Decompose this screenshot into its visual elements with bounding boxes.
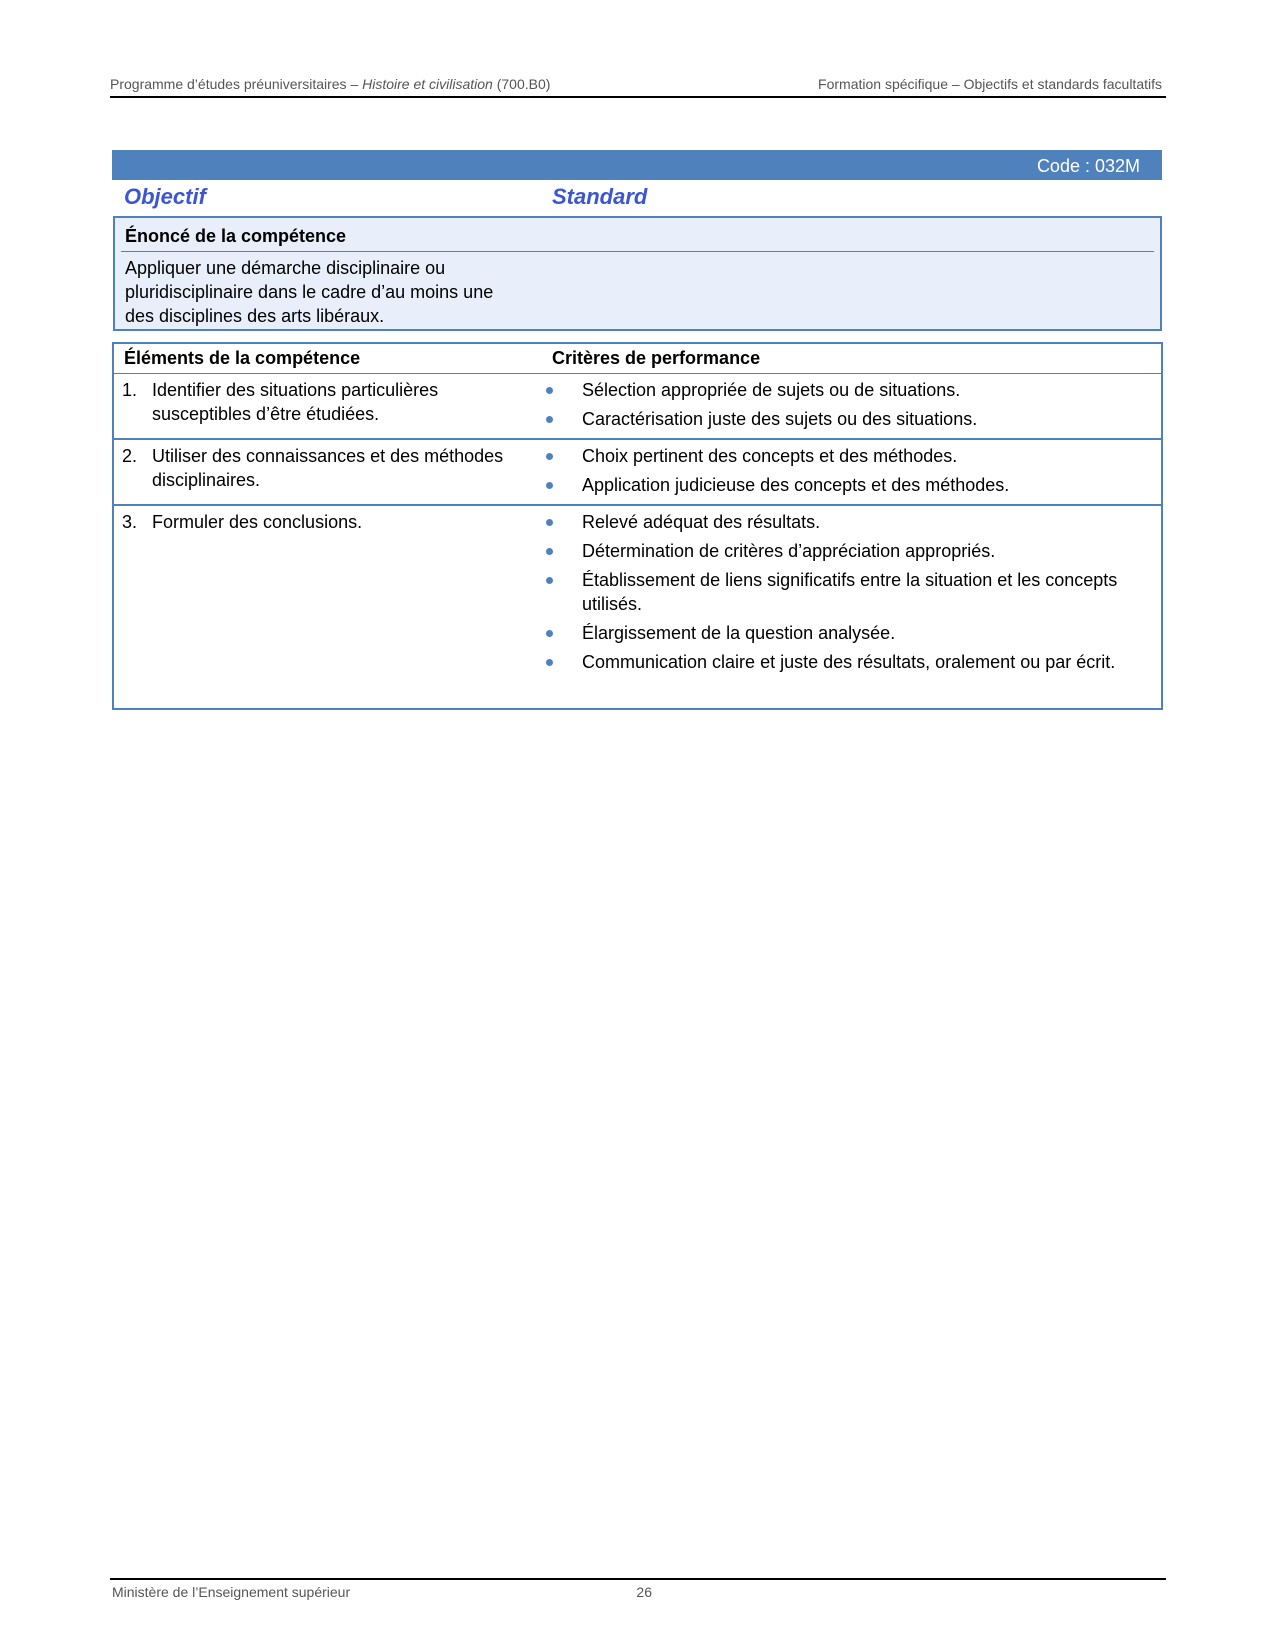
criterion-item bbox=[544, 621, 1153, 645]
criterion-text: Caractérisation juste des sujets ou des situations. bbox=[582, 409, 978, 429]
elements-header: Éléments de la compétence bbox=[124, 348, 361, 368]
bullet-icon bbox=[544, 510, 582, 534]
bullet-icon bbox=[544, 378, 582, 402]
criterion-item bbox=[544, 510, 1153, 534]
element-text: Formuler des conclusions. bbox=[152, 512, 363, 532]
criterion-text: Relevé adéquat des résultats. bbox=[582, 512, 821, 532]
criterion-text: Sélection appropriée de sujets ou de situations. bbox=[582, 380, 961, 400]
element-cell bbox=[114, 506, 544, 708]
element-number: 1. bbox=[122, 380, 138, 400]
bullet-icon bbox=[544, 539, 582, 563]
criterion-item bbox=[544, 378, 1153, 402]
competence-statement bbox=[113, 216, 1162, 331]
element-cell bbox=[114, 440, 544, 504]
table-row bbox=[114, 374, 1161, 440]
criterion-item bbox=[544, 444, 1153, 468]
criterion-item bbox=[544, 473, 1153, 497]
bullet-icon bbox=[544, 473, 582, 497]
bullet-icon bbox=[544, 444, 582, 468]
criterion-text: Détermination de critères d’appréciation appropriés. bbox=[582, 541, 996, 561]
statement-title: Énoncé de la compétence bbox=[125, 226, 347, 246]
criterion-text: Élargissement de la question analysée. bbox=[582, 623, 896, 643]
bullet-icon bbox=[544, 568, 582, 616]
page-number: 26 bbox=[636, 1584, 652, 1600]
bullet-icon bbox=[544, 650, 582, 674]
ministry-label: Ministère de l’Enseignement supérieur bbox=[112, 1584, 351, 1600]
page-footer bbox=[112, 1584, 652, 1600]
section-label: Formation spécifique – Objectifs et standards facultatifs bbox=[818, 76, 1162, 92]
criterion-text: Choix pertinent des concepts et des méthodes. bbox=[582, 446, 958, 466]
page-header bbox=[110, 76, 1162, 92]
objectif-heading: Objectif bbox=[124, 184, 206, 209]
criterion-item bbox=[544, 407, 1153, 431]
statement-divider bbox=[121, 251, 1154, 252]
standard-heading: Standard bbox=[552, 184, 648, 209]
code-bar bbox=[112, 150, 1162, 180]
program-label bbox=[110, 76, 550, 92]
table-row bbox=[114, 440, 1161, 506]
element-number: 3. bbox=[122, 512, 138, 532]
code-label: Code : 032M bbox=[1036, 156, 1140, 176]
table-header bbox=[114, 344, 1161, 374]
header-rule bbox=[110, 96, 1166, 98]
element-text: Identifier des situations particulières susceptibles d’être étudiées. bbox=[152, 380, 439, 424]
program-title: Histoire et civilisation bbox=[362, 76, 493, 92]
element-number: 2. bbox=[122, 446, 138, 466]
table-row bbox=[114, 506, 1161, 708]
criterion-text: Application judicieuse des concepts et des méthodes. bbox=[582, 475, 1010, 495]
program-code: (700.B0) bbox=[492, 76, 551, 92]
criteria-cell bbox=[544, 374, 1161, 438]
element-cell bbox=[114, 374, 544, 438]
program-prefix: Programme d’études préuniversitaires – bbox=[110, 76, 363, 92]
footer-rule bbox=[110, 1578, 1166, 1580]
element-text: Utiliser des connaissances et des méthodes disciplinaires. bbox=[152, 446, 504, 490]
bullet-icon bbox=[544, 407, 582, 431]
criteria-header: Critères de performance bbox=[552, 348, 761, 368]
performance-table bbox=[112, 342, 1163, 710]
criterion-text: Communication claire et juste des résultats, oralement ou par écrit. bbox=[582, 652, 1116, 672]
criterion-item bbox=[544, 650, 1153, 674]
criterion-text: Établissement de liens significatifs entre la situation et les concepts utilisés. bbox=[582, 570, 1118, 614]
criterion-item bbox=[544, 539, 1153, 563]
criterion-item bbox=[544, 568, 1153, 616]
criteria-cell bbox=[544, 506, 1161, 708]
statement-text: Appliquer une démarche disciplinaire ou pluridisciplinaire dans le cadre d’au moins une des disciplines des arts libéraux. bbox=[125, 258, 494, 326]
bullet-icon bbox=[544, 621, 582, 645]
criteria-cell bbox=[544, 440, 1161, 504]
